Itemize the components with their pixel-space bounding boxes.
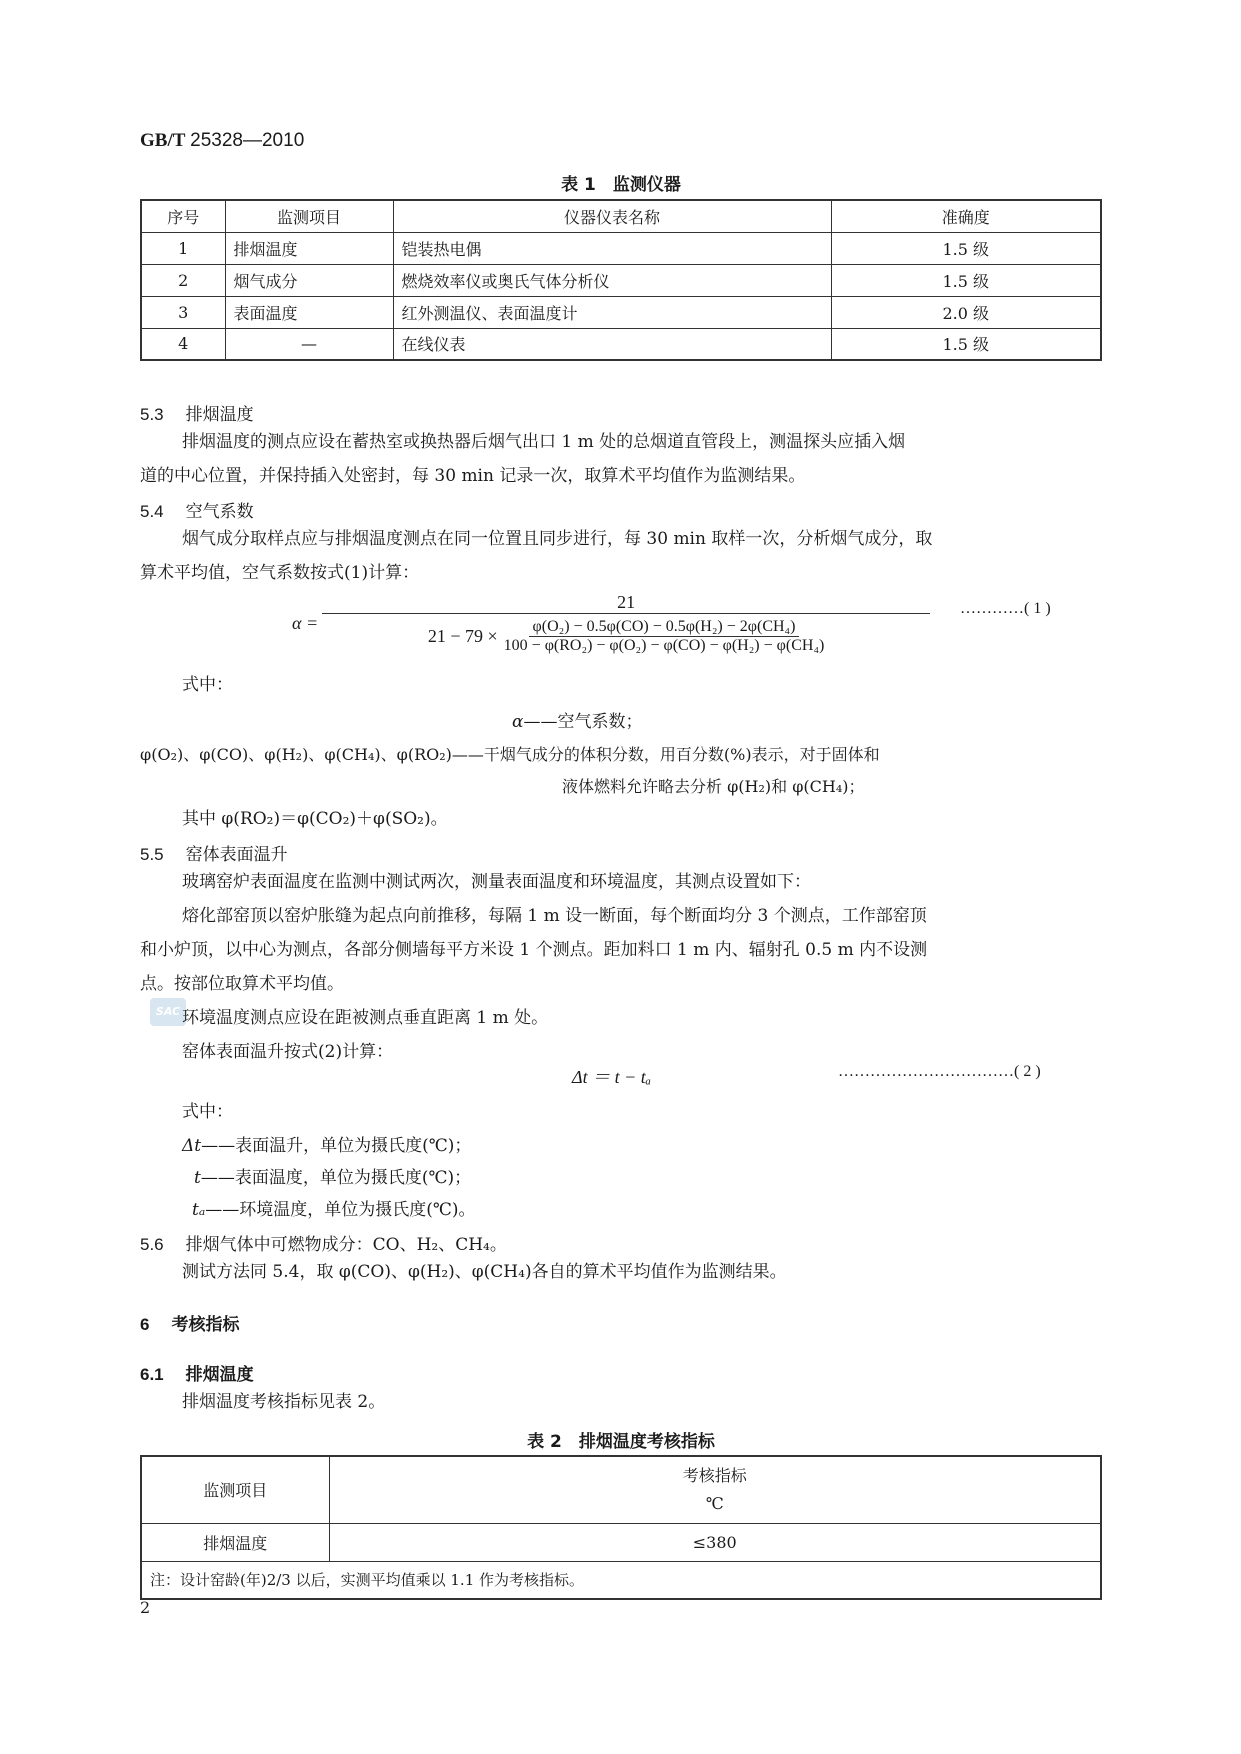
formula-1-label: …………( 1 ) <box>960 600 1051 617</box>
table-row <box>141 232 1101 264</box>
table2 <box>140 1455 1102 1600</box>
section-title: 空气系数 <box>185 502 254 522</box>
inner-numerator: φ(O₂) − 0.5φ(CO) − 0.5φ(H₂) − 2φ(CH₄) <box>529 618 800 637</box>
symbol: tₐ <box>192 1200 206 1220</box>
table-cell: 3 <box>141 296 225 328</box>
paragraph: 窑体表面温升按式(2)计算： <box>182 1042 394 1062</box>
section-title: 排烟温度 <box>185 405 254 425</box>
symbol: Δt <box>182 1136 202 1156</box>
table-row <box>141 264 1101 296</box>
header-unit: ℃ <box>705 1493 724 1513</box>
table-row <box>141 296 1101 328</box>
paragraph: 和小炉顶，以中心为测点，各部分侧墙每平方米设 1 个测点。距加料口 1 m 内、辐射孔 0.5 m 内不设测 <box>140 940 928 960</box>
table1-header-cell: 监测项目 <box>225 200 393 232</box>
formula-denominator <box>428 614 824 655</box>
standard-code <box>140 130 304 152</box>
section-6-1-heading <box>140 1360 254 1385</box>
where-alpha <box>512 705 642 739</box>
section-number: 5.5 <box>140 845 164 864</box>
table-cell: 在线仪表 <box>393 328 831 360</box>
sac-watermark-icon: SAC <box>150 998 186 1026</box>
formula-1 <box>292 592 930 655</box>
section-number: 6.1 <box>140 1365 164 1384</box>
table-note-row <box>141 1561 1101 1599</box>
table-cell: 排烟温度 <box>141 1523 329 1561</box>
section-5-4-heading <box>140 497 254 522</box>
paragraph: 玻璃窑炉表面温度在监测中测试两次，测量表面温度和环境温度，其测点设置如下： <box>182 872 811 892</box>
section-title: 排烟气体中可燃物成分：CO、H₂、CH₄。 <box>185 1235 507 1255</box>
table-cell: 烟气成分 <box>225 264 393 296</box>
table-cell: 红外测温仪、表面温度计 <box>393 296 831 328</box>
paragraph: 道的中心位置，并保持插入处密封，每 30 min 记录一次，取算术平均值作为监测结果。 <box>140 466 806 486</box>
paragraph: 算术平均值，空气系数按式(1)计算： <box>140 563 420 583</box>
paragraph: 排烟温度考核指标见表 2。 <box>182 1392 386 1412</box>
paragraph: 点。按部位取算术平均值。 <box>140 974 344 994</box>
definition: ——表面温度，单位为摄氏度(℃)； <box>200 1168 472 1188</box>
section-number: 6 <box>140 1315 150 1334</box>
table2-header-index <box>329 1456 1101 1523</box>
table1-header-row <box>141 200 1101 232</box>
table-cell: 2.0 级 <box>831 296 1101 328</box>
formula-numerator: 21 <box>322 592 930 614</box>
paragraph: 环境温度测点应设在距被测点垂直距离 1 m 处。 <box>182 1008 549 1028</box>
table1 <box>140 199 1102 361</box>
table-note: 注：设计窑龄(年)2/3 以后，实测平均值乘以 1.1 作为考核指标。 <box>141 1561 1101 1599</box>
table-row <box>141 1523 1101 1561</box>
section-title: 排烟温度 <box>185 1365 254 1385</box>
where-item <box>194 1161 471 1195</box>
table2-header-row <box>141 1456 1101 1523</box>
paragraph: 烟气成分取样点应与排烟温度测点在同一位置且同步进行，每 30 min 取样一次，分析烟气成分，取 <box>182 529 933 549</box>
definition: ——环境温度，单位为摄氏度(℃)。 <box>205 1200 476 1220</box>
inner-fraction <box>504 618 825 655</box>
table1-header-cell: 仪器仪表名称 <box>393 200 831 232</box>
paragraph: 排烟温度的测点应设在蓄热室或换热器后烟气出口 1 m 处的总烟道直管段上，测温探头应插入烟 <box>182 432 906 452</box>
section-title: 窑体表面温升 <box>185 845 288 865</box>
where-intro: 式中： <box>182 1102 233 1122</box>
table-cell: 表面温度 <box>225 296 393 328</box>
table-cell: 1 <box>141 232 225 264</box>
table1-title: 表 1 监测仪器 <box>561 175 681 195</box>
symbol: α <box>512 712 524 732</box>
section-5-5-heading <box>140 840 288 865</box>
table-row <box>141 328 1101 360</box>
formula-2-label: ……………………………( 2 ) <box>838 1063 1041 1080</box>
table-cell: 4 <box>141 328 225 360</box>
formula-fraction <box>322 592 930 655</box>
table1-header-cell: 序号 <box>141 200 225 232</box>
where-item <box>192 1193 476 1227</box>
definition: ——空气系数； <box>523 712 643 732</box>
where-phi-cont: 液体燃料允许略去分析 φ(H₂)和 φ(CH₄)； <box>562 777 865 796</box>
inner-denominator: 100 − φ(RO₂) − φ(O₂) − φ(CO) − φ(H₂) − φ(CH₄) <box>503 637 825 654</box>
table-cell: 1.5 级 <box>831 328 1101 360</box>
formula-2: Δt ＝ t − tₐ <box>572 1067 651 1087</box>
symbol: φ(O₂)、φ(CO)、φ(H₂)、φ(CH₄)、φ(RO₂) <box>140 745 452 764</box>
header-label: 考核指标 <box>682 1465 747 1485</box>
section-6-heading <box>140 1310 239 1335</box>
where-item <box>182 1129 471 1163</box>
section-number: 5.3 <box>140 405 164 424</box>
table1-header-cell: 准确度 <box>831 200 1101 232</box>
standard-prefix: GB/T <box>140 130 186 151</box>
where-intro: 式中： <box>182 675 233 695</box>
formula-lhs: α = <box>292 613 319 633</box>
standard-number: 25328—2010 <box>190 130 305 151</box>
table-cell: 铠装热电偶 <box>393 232 831 264</box>
table2-header-item: 监测项目 <box>141 1456 329 1523</box>
table-cell: 排烟温度 <box>225 232 393 264</box>
table-cell: ≤380 <box>329 1523 1101 1561</box>
definition: ——干烟气成分的体积分数，用百分数(%)表示，对于固体和 <box>451 745 880 764</box>
paragraph: 熔化部窑顶以窑炉胀缝为起点向前推移，每隔 1 m 设一断面，每个断面均分 3 个测点，工作部窑顶 <box>182 906 927 926</box>
definition: ——表面温升，单位为摄氏度(℃)； <box>201 1136 472 1156</box>
table-cell: 1.5 级 <box>831 232 1101 264</box>
section-number: 5.6 <box>140 1235 164 1254</box>
table2-title: 表 2 排烟温度考核指标 <box>527 1432 715 1452</box>
table-cell: — <box>225 328 393 360</box>
section-5-3-heading <box>140 400 254 425</box>
table-cell: 1.5 级 <box>831 264 1101 296</box>
denominator-prefix: 21 − 79 × <box>427 626 498 646</box>
section-5-6-heading <box>140 1230 507 1255</box>
table-cell: 燃烧效率仪或奥氏气体分析仪 <box>393 264 831 296</box>
symbol: t <box>194 1168 201 1188</box>
section-number: 5.4 <box>140 502 164 521</box>
where-phi <box>140 738 880 772</box>
page-number: 2 <box>140 1598 151 1617</box>
table-cell: 2 <box>141 264 225 296</box>
where-note: 其中 φ(RO₂)＝φ(CO₂)＋φ(SO₂)。 <box>182 809 448 829</box>
paragraph: 测试方法同 5.4，取 φ(CO)、φ(H₂)、φ(CH₄)各自的算术平均值作为监测结果。 <box>182 1262 787 1282</box>
section-title: 考核指标 <box>171 1315 240 1335</box>
